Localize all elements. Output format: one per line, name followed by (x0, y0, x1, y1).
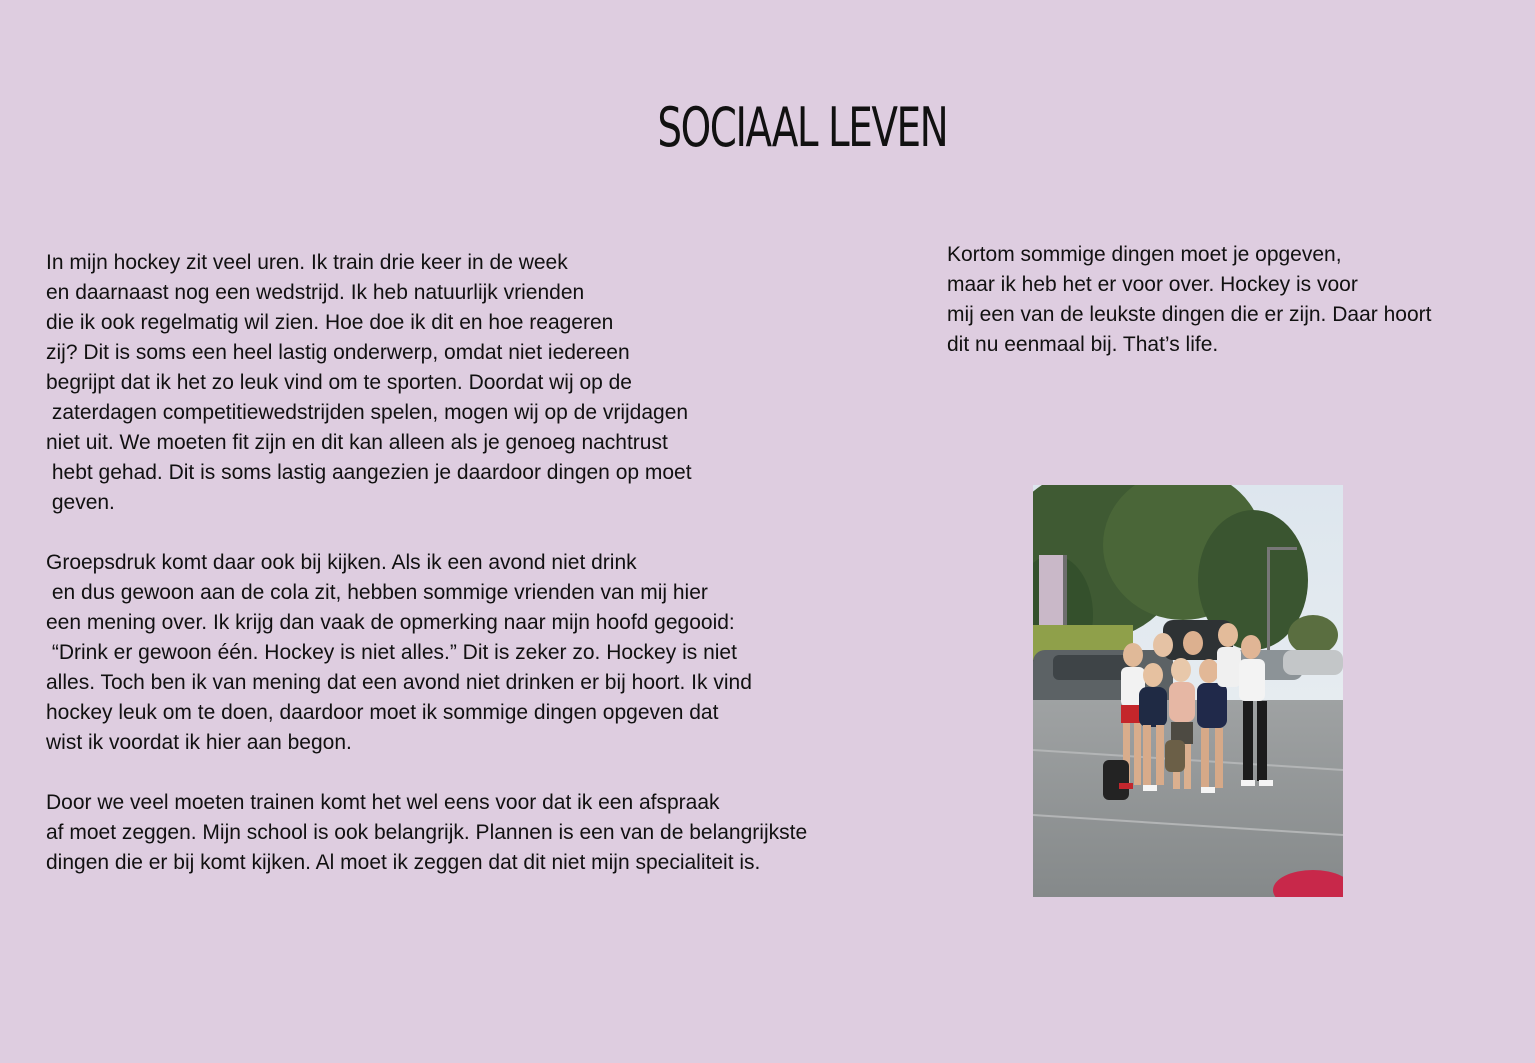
paragraph-peer-pressure: Groepsdruk komt daar ook bij kijken. Als ik een avond niet drink en dus gewoon aan de cola zit, hebben sommige vrienden van mij hier een mening over. Ik krijg dan vaak de opmerking naar mijn hoofd gegooid: “Drink er gewoon één. Hockey is niet alles.” Dit is zeker zo. Hockey is niet alles. Toch ben ik van mening dat een avond niet drinken er bij hoort. Ik vind hockey leuk om te doen, daardoor moet ik sommige dingen opgeven dat wist ik voordat ik hier aan begon. (46, 551, 752, 754)
paragraph-conclusion: Kortom sommige dingen moet je opgeven, maar ik heb het er voor over. Hockey is voor mij een van de leukste dingen die er zijn. Daar hoort dit nu eenmaal bij. That’s life. (947, 243, 1432, 356)
page-title: SOCIAAL LEVEN (657, 96, 948, 160)
team-group-photo (1033, 485, 1343, 897)
paragraph-planning: Door we veel moeten trainen komt het wel eens voor dat ik een afspraak af moet zeggen. Mijn school is ook belangrijk. Plannen is een van de belangrijkste dingen die er bij komt kijken. Al moet ik zeggen dat dit niet mijn specialiteit is. (46, 791, 808, 874)
paragraph-training: In mijn hockey zit veel uren. Ik train drie keer in de week en daarnaast nog een wedstrijd. Ik heb natuurlijk vrienden die ik ook regelmatig wil zien. Hoe doe ik dit en hoe reageren zij? Dit is soms een heel lastig onderwerp, omdat niet iedereen begrijpt dat ik het zo leuk vind om te sporten. Doordat wij op de zaterdagen competitiewedstrijden spelen, mogen wij op de vrijdagen niet uit. We moeten fit zijn en dit kan alleen als je genoeg nachtrust hebt gehad. Dit is soms lastig aangezien je daardoor dingen op moet geven. (46, 251, 692, 514)
